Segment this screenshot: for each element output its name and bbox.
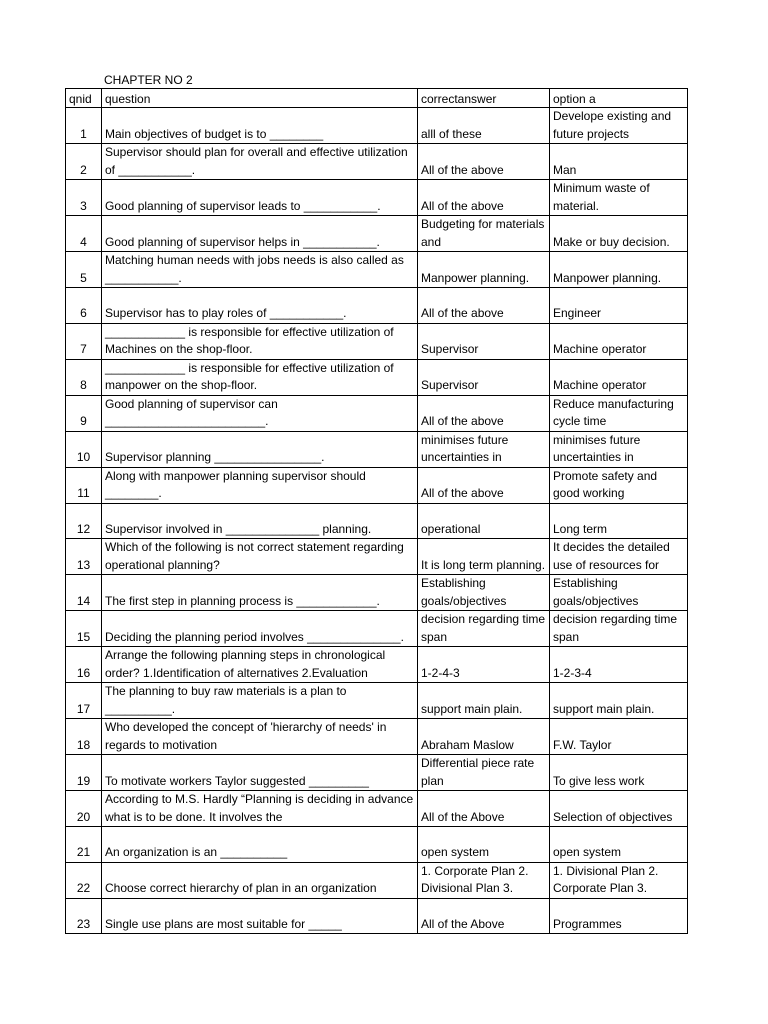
- table-row: [66, 898, 688, 934]
- cell-option-a: To give less work: [550, 755, 688, 791]
- cell-correctanswer: support main plain.: [418, 683, 550, 719]
- table-row: [66, 575, 688, 611]
- cell-option-a: 1-2-3-4: [550, 647, 688, 683]
- cell-qnid: 8: [66, 359, 102, 395]
- cell-qnid: 18: [66, 719, 102, 755]
- table-row: [66, 539, 688, 575]
- cell-option-a: F.W. Taylor: [550, 719, 688, 755]
- cell-qnid: 2: [66, 144, 102, 180]
- cell-question: Supervisor involved in ______________ planning.: [102, 503, 418, 539]
- cell-qnid: 17: [66, 683, 102, 719]
- cell-option-a: 1. Divisional Plan 2. Corporate Plan 3.: [550, 862, 688, 898]
- cell-question: The first step in planning process is ____________.: [102, 575, 418, 611]
- cell-question: Good planning of supervisor leads to ___________.: [102, 180, 418, 216]
- cell-question: Arrange the following planning steps in chronological order? 1.Identification of alternatives 2.Evaluation: [102, 647, 418, 683]
- table-row: [66, 503, 688, 539]
- cell-question: Choose correct hierarchy of plan in an organization: [102, 862, 418, 898]
- header-option-a: option a: [550, 89, 688, 108]
- cell-correctanswer: Abraham Maslow: [418, 719, 550, 755]
- table-row: [66, 323, 688, 359]
- cell-qnid: 14: [66, 575, 102, 611]
- cell-correctanswer: Budgeting for materials and: [418, 216, 550, 252]
- cell-qnid: 4: [66, 216, 102, 252]
- table-row: [66, 467, 688, 503]
- cell-option-a: Manpower planning.: [550, 252, 688, 288]
- cell-correctanswer: operational: [418, 503, 550, 539]
- cell-correctanswer: Manpower planning.: [418, 252, 550, 288]
- cell-option-a: Programmes: [550, 898, 688, 934]
- cell-qnid: 23: [66, 898, 102, 934]
- cell-option-a: Engineer: [550, 288, 688, 324]
- table-row: [66, 611, 688, 647]
- cell-option-a: support main plain.: [550, 683, 688, 719]
- cell-qnid: 10: [66, 431, 102, 467]
- cell-qnid: 11: [66, 467, 102, 503]
- cell-option-a: Machine operator: [550, 359, 688, 395]
- table-row: [66, 359, 688, 395]
- table-row: [66, 862, 688, 898]
- cell-question: Who developed the concept of 'hierarchy of needs' in regards to motivation: [102, 719, 418, 755]
- table-row: [66, 791, 688, 827]
- cell-question: Matching human needs with jobs needs is also called as ___________.: [102, 252, 418, 288]
- cell-qnid: 21: [66, 827, 102, 863]
- table-row: [66, 827, 688, 863]
- cell-correctanswer: alll of these: [418, 108, 550, 144]
- cell-question: Good planning of supervisor helps in ___________.: [102, 216, 418, 252]
- cell-question: To motivate workers Taylor suggested _________: [102, 755, 418, 791]
- cell-correctanswer: All of the above: [418, 395, 550, 431]
- cell-qnid: 1: [66, 108, 102, 144]
- cell-correctanswer: Establishing goals/objectives: [418, 575, 550, 611]
- cell-option-a: It decides the detailed use of resources for: [550, 539, 688, 575]
- table-row: [66, 252, 688, 288]
- cell-correctanswer: 1-2-4-3: [418, 647, 550, 683]
- question-table: [65, 88, 688, 934]
- cell-qnid: 6: [66, 288, 102, 324]
- cell-option-a: Reduce manufacturing cycle time: [550, 395, 688, 431]
- cell-correctanswer: All of the Above: [418, 791, 550, 827]
- cell-option-a: open system: [550, 827, 688, 863]
- cell-correctanswer: All of the Above: [418, 898, 550, 934]
- cell-qnid: 3: [66, 180, 102, 216]
- table-row: [66, 719, 688, 755]
- table-row: [66, 431, 688, 467]
- cell-option-a: Selection of objectives: [550, 791, 688, 827]
- cell-correctanswer: It is long term planning.: [418, 539, 550, 575]
- cell-correctanswer: All of the above: [418, 467, 550, 503]
- cell-qnid: 19: [66, 755, 102, 791]
- table-row: [66, 216, 688, 252]
- table-row: [66, 647, 688, 683]
- cell-question: Single use plans are most suitable for _____: [102, 898, 418, 934]
- cell-correctanswer: Supervisor: [418, 323, 550, 359]
- cell-question: Main objectives of budget is to ________: [102, 108, 418, 144]
- cell-question: According to M.S. Hardly “Planning is deciding in advance what is to be done. It involves the: [102, 791, 418, 827]
- cell-qnid: 15: [66, 611, 102, 647]
- cell-qnid: 9: [66, 395, 102, 431]
- cell-qnid: 13: [66, 539, 102, 575]
- cell-question: ____________ is responsible for effective utilization of Machines on the shop-floor.: [102, 323, 418, 359]
- cell-qnid: 22: [66, 862, 102, 898]
- cell-correctanswer: 1. Corporate Plan 2. Divisional Plan 3.: [418, 862, 550, 898]
- header-question: question: [102, 89, 418, 108]
- cell-question: Supervisor planning ________________.: [102, 431, 418, 467]
- cell-question: The planning to buy raw materials is a plan to __________.: [102, 683, 418, 719]
- cell-correctanswer: All of the above: [418, 144, 550, 180]
- cell-qnid: 7: [66, 323, 102, 359]
- cell-question: An organization is an __________: [102, 827, 418, 863]
- cell-correctanswer: All of the above: [418, 288, 550, 324]
- cell-qnid: 5: [66, 252, 102, 288]
- header-correctanswer: correctanswer: [418, 89, 550, 108]
- table-row: [66, 288, 688, 324]
- cell-option-a: Promote safety and good working: [550, 467, 688, 503]
- cell-option-a: Make or buy decision.: [550, 216, 688, 252]
- cell-option-a: decision regarding time span: [550, 611, 688, 647]
- cell-question: Good planning of supervisor can ________________________.: [102, 395, 418, 431]
- cell-correctanswer: decision regarding time span: [418, 611, 550, 647]
- cell-option-a: minimises future uncertainties in: [550, 431, 688, 467]
- cell-question: Along with manpower planning supervisor should ________.: [102, 467, 418, 503]
- table-row: [66, 108, 688, 144]
- cell-correctanswer: Supervisor: [418, 359, 550, 395]
- cell-question: Deciding the planning period involves ______________.: [102, 611, 418, 647]
- cell-qnid: 12: [66, 503, 102, 539]
- cell-option-a: Minimum waste of material.: [550, 180, 688, 216]
- cell-correctanswer: All of the above: [418, 180, 550, 216]
- cell-question: ____________ is responsible for effective utilization of manpower on the shop-floor.: [102, 359, 418, 395]
- cell-option-a: Develope existing and future projects: [550, 108, 688, 144]
- cell-qnid: 16: [66, 647, 102, 683]
- cell-correctanswer: minimises future uncertainties in: [418, 431, 550, 467]
- header-row: [66, 89, 688, 108]
- cell-option-a: Establishing goals/objectives: [550, 575, 688, 611]
- header-qnid: qnid: [66, 89, 102, 108]
- cell-question: Supervisor has to play roles of ___________.: [102, 288, 418, 324]
- table-row: [66, 683, 688, 719]
- cell-correctanswer: Differential piece rate plan: [418, 755, 550, 791]
- cell-question: Supervisor should plan for overall and effective utilization of ___________.: [102, 144, 418, 180]
- table-row: [66, 395, 688, 431]
- table-row: [66, 144, 688, 180]
- table-row: [66, 180, 688, 216]
- chapter-title: CHAPTER NO 2: [104, 73, 193, 87]
- cell-option-a: Man: [550, 144, 688, 180]
- cell-question: Which of the following is not correct statement regarding operational planning?: [102, 539, 418, 575]
- cell-option-a: Machine operator: [550, 323, 688, 359]
- cell-correctanswer: open system: [418, 827, 550, 863]
- cell-option-a: Long term: [550, 503, 688, 539]
- table-row: [66, 755, 688, 791]
- cell-qnid: 20: [66, 791, 102, 827]
